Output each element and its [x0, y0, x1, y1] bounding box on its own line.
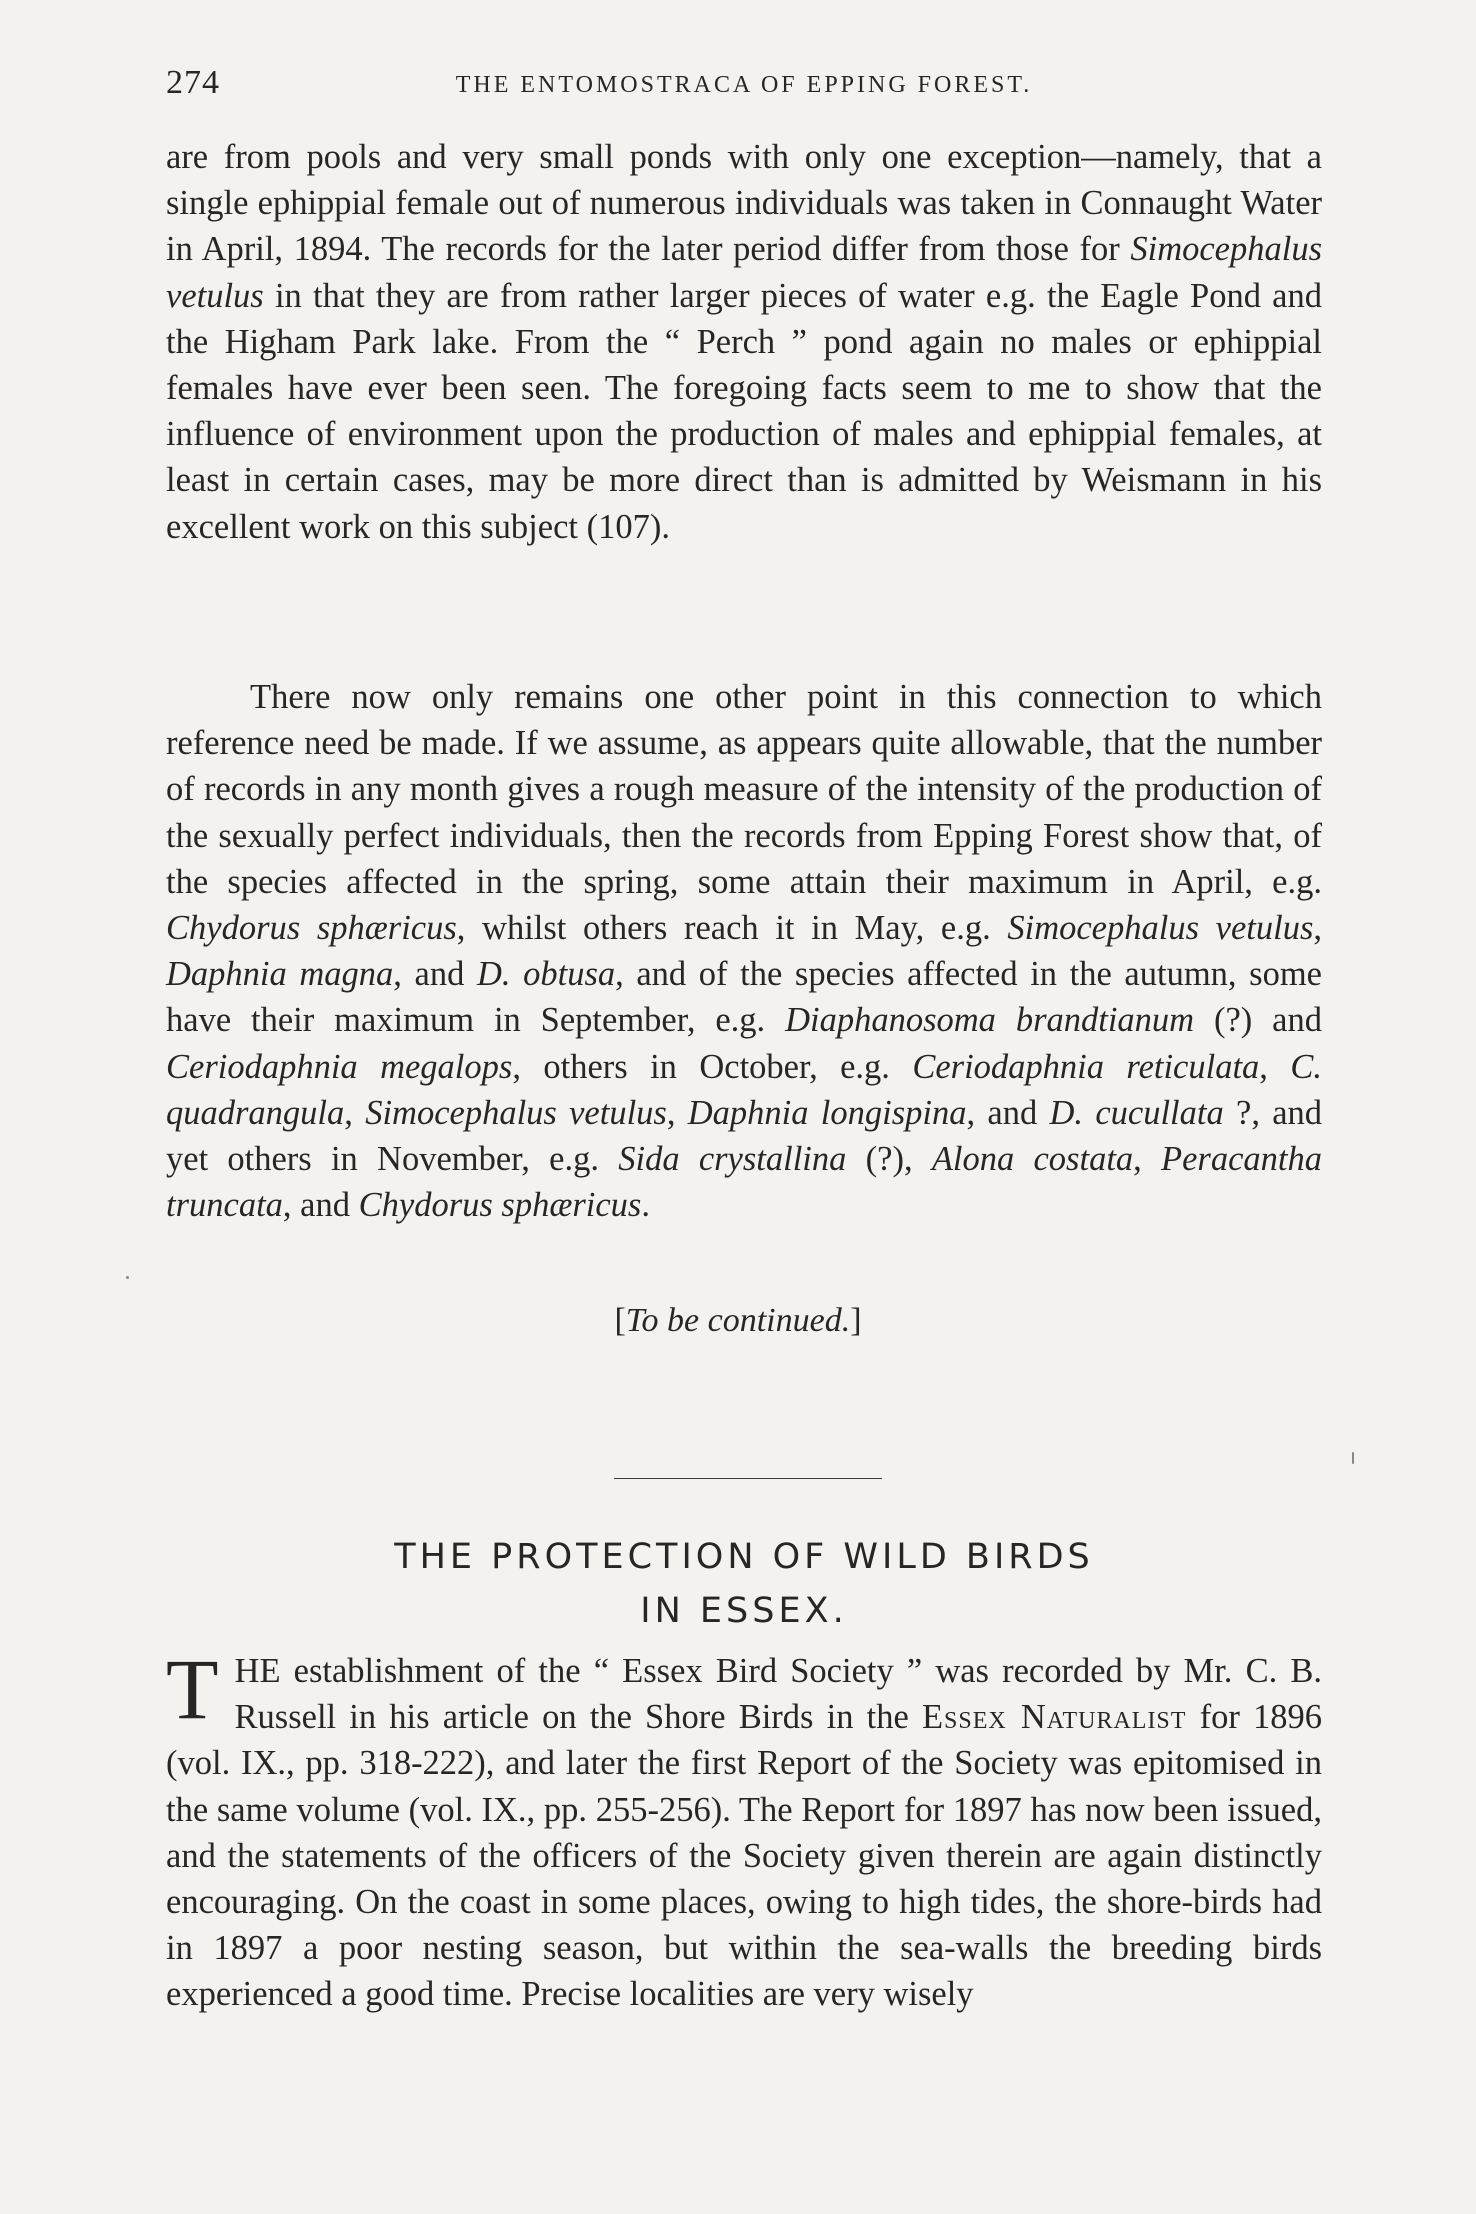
continued-text: To be continued. [625, 1302, 851, 1339]
journal-name: Essex Naturalist [921, 1698, 1187, 1737]
text-run: , and [393, 955, 477, 994]
species-name: Alona costata [931, 1140, 1134, 1179]
text-run: in that they are from rather larger pieces of water e.g. the Eagle Pond and the Higham Park lake. From the “ Perch ” pond again no males or ephippial females have ever been seen. The foregoing facts seem to me to show that the influence of environment upon the production of males and ephippial females, at least in certain cases, may be more direct than is admitted by Weismann in his excellent work on this subject (107). [166, 276, 1322, 546]
species-name: D. cucullata [1049, 1093, 1224, 1132]
text-run: , [1313, 909, 1322, 948]
species-name: Simocephalus vetulus [1007, 909, 1314, 948]
text-run: , [1133, 1140, 1162, 1179]
species-name: Daphnia magna [166, 955, 394, 994]
article-title-line-1: THE PROTECTION OF WILD BIRDS [394, 1537, 1094, 1577]
text-run: for 1896 (vol. IX., pp. 318-222), and later the first Report of the Society was epitomised in the same volume (vol. IX., pp. 255-256). The Report for 1897 has now been issued, and the statements of the officers of the Society given therein are again distinctly encouraging. On the coast in some places, owing to high tides, the shore-birds had in 1897 a poor nesting season, but within the sea-walls the breeding birds experienced a good time. Precise localities are very wisely [166, 1698, 1323, 2014]
text-run: HE establishment of the “ Essex Bird Society ” was recorded by Mr. C. B. Russell in his article on the Shore Birds in the [234, 1652, 1322, 1737]
text-run: , others in October, e.g. [512, 1047, 913, 1086]
to-be-continued-note [0, 1302, 1476, 1340]
bracket: [ [614, 1302, 626, 1339]
species-name: Diaphanosoma brandtianum [785, 1001, 1195, 1040]
page-header [166, 64, 1322, 108]
body-paragraph-1 [166, 134, 1322, 550]
article-body [166, 1641, 1323, 2018]
species-name: Sida crystallina [618, 1140, 847, 1179]
text-run: , whilst others reach it in May, e.g. [456, 909, 1008, 948]
species-name: Ceriodaphnia reticulata [912, 1047, 1260, 1086]
species-name: Peracantha truncata [166, 1140, 1323, 1225]
article-title-line-2: IN ESSEX. [640, 1591, 848, 1631]
article-paragraph [166, 1641, 1323, 2018]
species-name: Daphnia longispina [687, 1093, 967, 1132]
text-run: ?, and yet others in November, e.g. [166, 1093, 1323, 1179]
text-run: , and [282, 1186, 359, 1225]
paragraph-2 [166, 674, 1322, 1228]
article-title [166, 1530, 1322, 1638]
body-paragraph-2 [166, 674, 1322, 1228]
text-run: . [641, 1186, 650, 1225]
page-number: 274 [166, 64, 220, 101]
paper-speck [1352, 1452, 1354, 1464]
text-run: There now only remains one other point in this connection to which reference need be made. If we assume, as appears quite allowable, that the number of records in any month gives a rough measure of the intensity of the production of the sexually perfect individuals, then the records from Epping Forest show that, of the species affected in the spring, some attain their maximum in April, e.g. [166, 678, 1322, 901]
bracket: ] [850, 1302, 862, 1339]
drop-cap: T [166, 1641, 219, 1737]
text-run: (?), [846, 1140, 932, 1179]
text-run: , and [966, 1093, 1050, 1132]
species-name: Simocephalus vetulus [166, 230, 1322, 315]
text-run: , [344, 1093, 366, 1132]
species-name: Simocephalus vetulus [365, 1093, 667, 1132]
running-title: THE ENTOMOSTRACA OF EPPING FOREST. [455, 72, 1033, 98]
text-run: , [666, 1093, 688, 1132]
species-name: Ceriodaphnia megalops [166, 1047, 513, 1086]
text-run: , [1259, 1047, 1291, 1086]
text-run: are from pools and very small ponds with only one exception—namely, that a single ephippial female out of numerous individuals was taken in Connaught Water in April, 1894. The records for the later period differ from those for [166, 138, 1322, 269]
text-run: (?) and [1194, 1001, 1322, 1040]
species-name: Chydorus sphæricus [358, 1186, 642, 1225]
species-name: Chydorus sphæricus [166, 909, 457, 948]
species-name: C. quadrangula [166, 1047, 1322, 1132]
section-divider [614, 1478, 882, 1479]
paper-speck [126, 1276, 129, 1279]
paragraph-1 [166, 134, 1322, 550]
text-run: , and of the species affected in the autumn, some have their maximum in September, e.g. [166, 955, 1322, 1040]
species-name: D. obtusa [476, 955, 616, 994]
